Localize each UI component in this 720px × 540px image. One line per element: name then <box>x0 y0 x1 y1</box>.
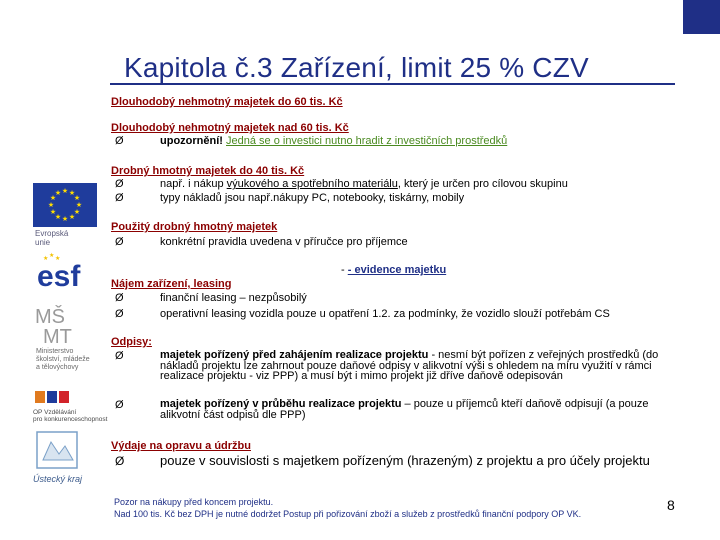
investment-note: Jedná se o investici nutno hradit z investičních prostředků <box>226 135 508 147</box>
bullet-text <box>160 135 507 147</box>
svg-text:★: ★ <box>54 213 62 221</box>
svg-text:★: ★ <box>49 194 57 202</box>
svg-text:esf: esf <box>37 260 81 293</box>
bullet-text: majetek pořízený v průběhu realizace projektu – pouze u příjemců kteří daňově odpisují (a pouze alikvotní část odpisů dle PPP) <box>160 398 649 421</box>
svg-text:★: ★ <box>49 208 57 216</box>
section-heading-intangible-above: Dlouhodobý nehmotný majetek nad 60 tis. Kč <box>111 122 349 134</box>
bullet-text: operativní leasing vozidla pouze u opatření 1.2. za podmínky, že vozidlo slouží potřebám CS <box>160 308 610 320</box>
section-heading-intangible-below: Dlouhodobý nehmotný majetek do 60 tis. Kč <box>111 96 343 108</box>
bullet-icon: Ø <box>115 135 124 147</box>
msmt-logo <box>33 303 93 345</box>
svg-text:★: ★ <box>73 194 81 202</box>
svg-text:★: ★ <box>68 189 76 197</box>
esf-logo <box>35 252 97 294</box>
svg-text:★: ★ <box>61 215 69 223</box>
bullet-icon: Ø <box>115 236 124 248</box>
bullet-text: typy nákladů jsou např.nákupy PC, notebooky, tiskárny, mobily <box>160 192 465 204</box>
footer-line-1: Pozor na nákupy před koncem projektu. <box>114 497 274 507</box>
bullet-icon: Ø <box>115 454 125 468</box>
eu-caption: Evropská unie <box>35 229 69 247</box>
bullet-icon: Ø <box>115 178 124 190</box>
usti-region-caption: Ústecký kraj <box>33 474 83 484</box>
bullet-text: např. i nákup výukového a spotřebního materiálu, který je určen pro cílovou skupinu <box>160 178 568 190</box>
svg-text:★: ★ <box>43 255 49 262</box>
svg-text:★: ★ <box>73 208 81 216</box>
bullet-text: majetek pořízený před zahájením realizace projektu - nesmí být pořízen z veřejných prostředků (do nákladů projektu lze zahrnout pouze daňové odpisy v alikvotní výši s ohledem na míru využití v rámci realizace projektu - viz PPP) a musí být i mimo projekt již dříve daňově odepisován <box>160 349 659 382</box>
page-number: 8 <box>667 497 675 513</box>
msmt-caption: Ministerstvo školství, mládeže a tělovýchovy <box>36 348 90 371</box>
bullet-text: konkrétní pravidla uvedena v příručce pro příjemce <box>160 236 408 248</box>
svg-text:★: ★ <box>61 187 69 195</box>
svg-text:★: ★ <box>47 201 55 209</box>
bullet-icon: Ø <box>115 350 124 362</box>
svg-text:MŠ: MŠ <box>35 306 65 328</box>
evidence-note: - - evidence majetku <box>341 264 447 276</box>
svg-text:MT: MT <box>43 326 72 345</box>
warning-label: upozornění! <box>160 135 223 147</box>
section-heading-leasing: Nájem zařízení, leasing <box>111 278 232 290</box>
bullet-text: finanční leasing – nezpůsobilý <box>160 292 307 304</box>
svg-text:★: ★ <box>55 255 61 262</box>
op-vk-logo <box>33 388 93 406</box>
svg-text:★: ★ <box>68 213 76 221</box>
section-heading-depreciation: Odpisy: <box>111 336 152 348</box>
svg-text:★: ★ <box>54 189 62 197</box>
svg-text:★: ★ <box>49 252 55 259</box>
bullet-icon: Ø <box>115 192 124 204</box>
section-heading-used-assets: Použitý drobný hmotný majetek <box>111 221 278 233</box>
corner-block <box>683 0 720 34</box>
op-vk-caption: OP Vzdělávání pro konkurenceschopnost <box>33 409 108 423</box>
section-heading-small-tangible: Drobný hmotný majetek do 40 tis. Kč <box>111 165 305 177</box>
section-heading-repairs: Výdaje na opravu a údržbu <box>111 440 251 452</box>
bullet-icon: Ø <box>115 399 124 411</box>
eu-flag-logo <box>33 183 97 227</box>
svg-text:★: ★ <box>75 201 83 209</box>
page-title: Kapitola č.3 Zařízení, limit 25 % CZV <box>124 52 589 83</box>
bullet-text: pouze v souvislosti s majetkem pořízeným (hrazeným) z projektu a pro účely projektu <box>160 453 650 468</box>
bullet-icon: Ø <box>115 308 124 320</box>
usti-region-logo <box>33 430 81 470</box>
bullet-icon: Ø <box>115 292 124 304</box>
footer-line-2: Nad 100 tis. Kč bez DPH je nutné dodržet Postup při pořizování zboží a služeb z prostředků finanční podpory OP VK. <box>114 509 582 519</box>
title-underline <box>110 83 675 85</box>
